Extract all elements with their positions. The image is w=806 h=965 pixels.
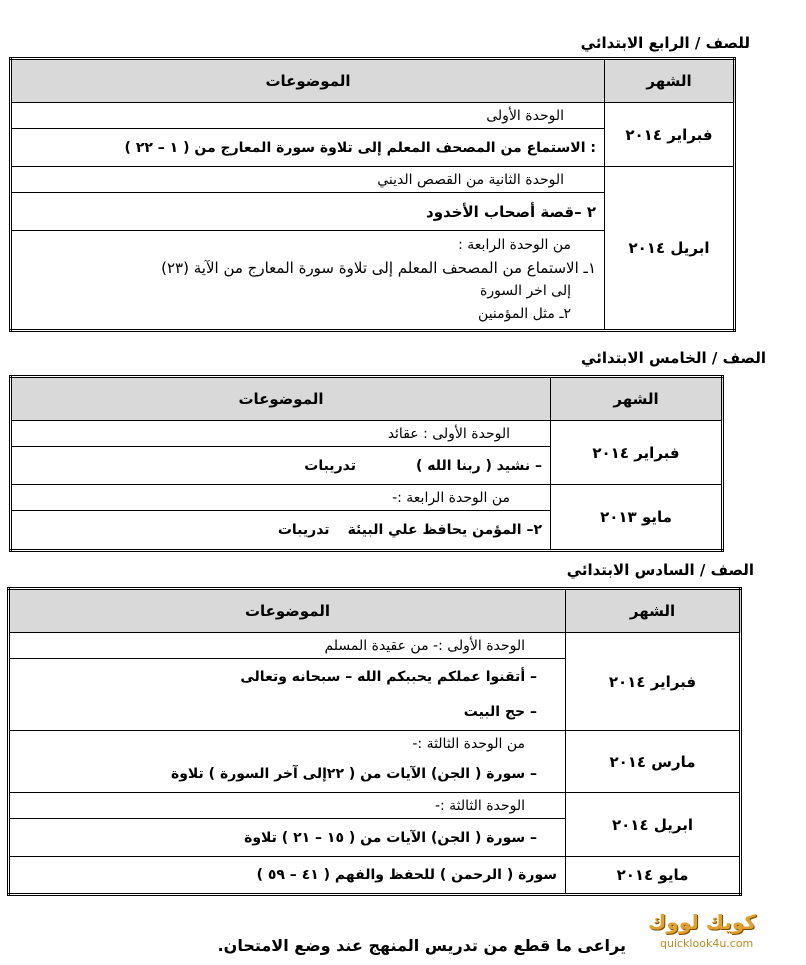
- grade5-feb-anthem: – نشيد ( ربنا الله ): [415, 457, 542, 474]
- grade4-feb-line1: الوحدة الأولى: [11, 103, 605, 129]
- grade6-mar-line2: – سورة ( الجن) الآيات من ( ٢٢إلى آخر السورة ) تلاوة: [9, 757, 566, 793]
- grade4-table: [9, 57, 736, 332]
- grade4-feb-month: فبراير ٢٠١٤: [605, 103, 735, 167]
- grade4-header-month: الشهر: [605, 59, 735, 103]
- grade5-table: [9, 375, 724, 552]
- watermark-url: quicklook4u.com: [660, 937, 754, 950]
- grade5-feb-line2: [11, 447, 551, 485]
- grade6-mar-month: مارس ٢٠١٤: [566, 731, 741, 793]
- footer-note: يراعى ما قطع من تدريس المنهج عند وضع الامتحان.: [217, 936, 626, 955]
- grade4-apr-line3: من الوحدة الرابعة :: [458, 237, 571, 253]
- grade6-header-topics: الموضوعات: [9, 589, 566, 633]
- grade6-feb-month: فبراير ٢٠١٤: [566, 633, 741, 731]
- grade6-feb-line3: – حج البيت: [9, 695, 566, 731]
- grade5-header-month: الشهر: [551, 377, 723, 421]
- grade5-title: الصف / الخامس الابتدائي: [581, 349, 766, 367]
- grade5-may-line1: من الوحدة الرابعة :-: [11, 485, 551, 511]
- grade6-table: [7, 587, 742, 896]
- grade6-header-month: الشهر: [566, 589, 741, 633]
- grade6-title: الصف / السادس الابتدائي: [566, 561, 754, 579]
- grade6-apr-line1: الوحدة الثالثة :-: [9, 793, 566, 819]
- grade4-apr-month: ابريل ٢٠١٤: [605, 167, 735, 331]
- grade4-apr-line5: إلى اخر السورة: [480, 283, 571, 299]
- grade5-may-month: مايو ٢٠١٣: [551, 485, 723, 551]
- grade4-apr-line2: ٢ –قصة أصحاب الأخدود: [11, 193, 605, 231]
- grade4-apr-line4: ١ـ الاستماع من المصحف المعلم إلى تلاوة سورة المعارج من الآية (٢٣): [161, 259, 596, 277]
- grade4-title: للصف / الرابع الابتدائي: [580, 34, 750, 52]
- grade4-apr-line6: ٢ـ مثل المؤمنين: [478, 306, 571, 322]
- grade5-feb-exercises: تدريبات: [304, 457, 356, 474]
- grade4-apr-block: [11, 231, 605, 331]
- grade4-apr-line1: الوحدة الثانية من القصص الديني: [11, 167, 605, 193]
- grade5-feb-line1: الوحدة الأولى : عقائد: [11, 421, 551, 447]
- grade6-may-month: مايو ٢٠١٤: [566, 857, 741, 895]
- grade6-apr-month: ابريل ٢٠١٤: [566, 793, 741, 857]
- grade5-may-exercises: تدريبات: [277, 522, 330, 538]
- grade6-mar-line1: من الوحدة الثالثة :-: [9, 731, 566, 757]
- grade4-feb-line2: : الاستماع من المصحف المعلم إلى تلاوة سورة المعارج من ( ١ – ٢٢ ): [11, 129, 605, 167]
- grade4-header-topics: الموضوعات: [11, 59, 605, 103]
- grade5-feb-month: فبراير ٢٠١٤: [551, 421, 723, 485]
- grade6-feb-line1: الوحدة الأولى :- من عقيدة المسلم: [9, 633, 566, 659]
- grade6-apr-line2: – سورة ( الجن) الآيات من ( ١٥ – ٢١ ) تلاوة: [9, 819, 566, 857]
- grade5-may-lesson: ٢– المؤمن يحافظ علي البيئة: [347, 522, 542, 538]
- grade6-feb-line2: – أتقنوا عملكم يحببكم الله – سبحانه وتعالى: [9, 659, 566, 695]
- grade5-may-line2: [11, 511, 551, 551]
- grade6-may-line1: سورة ( الرحمن ) للحفظ والفهم ( ٤١ – ٥٩ ): [9, 857, 566, 895]
- grade5-header-topics: الموضوعات: [11, 377, 551, 421]
- watermark-brand: كويك لووك: [648, 910, 757, 934]
